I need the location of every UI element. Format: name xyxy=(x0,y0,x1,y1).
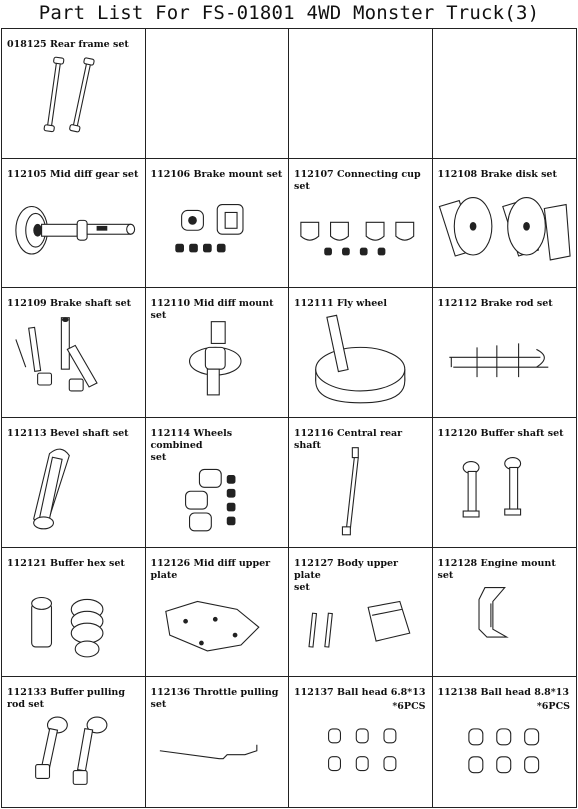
part-label: 112111 Fly wheel xyxy=(294,298,387,310)
part-cell xyxy=(2,159,146,289)
part-cell xyxy=(2,418,146,548)
part-label: 018125 Rear frame set xyxy=(7,39,129,50)
part-cell xyxy=(2,677,146,807)
part-label: 112121 Buffer hex set xyxy=(7,557,125,569)
part-label: 112136 Throttle pulling set xyxy=(150,687,279,711)
part-label: 112106 Brake mount set xyxy=(150,168,283,180)
empty-cell xyxy=(146,29,290,159)
part-cell xyxy=(289,548,433,678)
part-label: 112137 Ball head 6.8*13 xyxy=(294,687,426,699)
parts-grid xyxy=(1,28,577,808)
part-cell xyxy=(433,677,577,807)
part-label: 112112 Brake rod set xyxy=(437,298,553,310)
part-cell xyxy=(146,677,290,807)
part-cell xyxy=(433,548,577,678)
quantity-label: *6PCS xyxy=(536,701,570,713)
connecting-cup-drawing xyxy=(289,159,432,288)
part-label: 112108 Brake disk set xyxy=(437,168,557,180)
body-upper-plate-drawing xyxy=(289,548,432,677)
brake-mount-drawing xyxy=(146,159,289,288)
part-cell xyxy=(433,159,577,289)
buffer-shaft-drawing xyxy=(433,418,577,547)
buffer-pulling-rod-drawing xyxy=(2,677,145,807)
bevel-shaft-drawing xyxy=(2,418,145,547)
part-cell xyxy=(289,677,433,807)
engine-mount-drawing xyxy=(433,548,577,677)
mid-diff-gear-drawing xyxy=(2,159,145,288)
part-cell xyxy=(289,159,433,289)
part-cell xyxy=(146,418,290,548)
part-label: 112105 Mid diff gear set xyxy=(7,168,139,180)
empty-cell xyxy=(289,29,433,159)
part-label: 112133 Buffer pulling rod set xyxy=(7,687,125,711)
throttle-pulling-drawing xyxy=(146,677,289,807)
part-label: 112116 Central rear shaft xyxy=(294,428,403,451)
mid-diff-mount-drawing xyxy=(146,288,289,417)
part-cell xyxy=(2,288,146,418)
part-label: 112109 Brake shaft set xyxy=(7,298,132,310)
part-label: 112127 Body upper plate set xyxy=(294,557,399,593)
part-label: 112107 Connecting cup set xyxy=(294,168,421,192)
part-label: 112113 Bevel shaft set xyxy=(7,428,129,439)
part-cell xyxy=(146,159,290,289)
wheels-combined-drawing xyxy=(146,418,289,547)
part-cell xyxy=(2,29,146,159)
part-label: 112126 Mid diff upper plate xyxy=(150,557,271,581)
part-label: 112120 Buffer shaft set xyxy=(437,428,564,439)
part-label: 112110 Mid diff mount set xyxy=(150,298,274,322)
fly-wheel-drawing xyxy=(289,288,432,417)
part-cell xyxy=(433,418,577,548)
part-cell xyxy=(289,418,433,548)
part-cell xyxy=(146,288,290,418)
upper-plate-drawing xyxy=(146,548,289,677)
part-label: 112114 Wheels combined set xyxy=(150,428,233,463)
part-cell xyxy=(433,288,577,418)
buffer-hex-drawing xyxy=(2,548,145,677)
empty-cell xyxy=(433,29,577,159)
part-label: 112128 Engine mount set xyxy=(437,557,556,581)
part-label: 112138 Ball head 8.8*13 xyxy=(437,687,569,699)
brake-shaft-drawing xyxy=(2,288,145,417)
ball-head-drawing xyxy=(289,677,432,807)
rear-frame-drawing xyxy=(2,29,145,158)
part-cell xyxy=(289,288,433,418)
quantity-label: *6PCS xyxy=(392,701,426,713)
brake-disk-drawing xyxy=(433,159,577,288)
brake-rod-drawing xyxy=(433,288,577,417)
page-title: Part List For FS-01801 4WD Monster Truck(3) xyxy=(38,2,540,24)
ball-head-drawing xyxy=(433,677,577,807)
part-cell xyxy=(2,548,146,678)
central-rear-shaft-drawing xyxy=(289,418,432,547)
part-cell xyxy=(146,548,290,678)
